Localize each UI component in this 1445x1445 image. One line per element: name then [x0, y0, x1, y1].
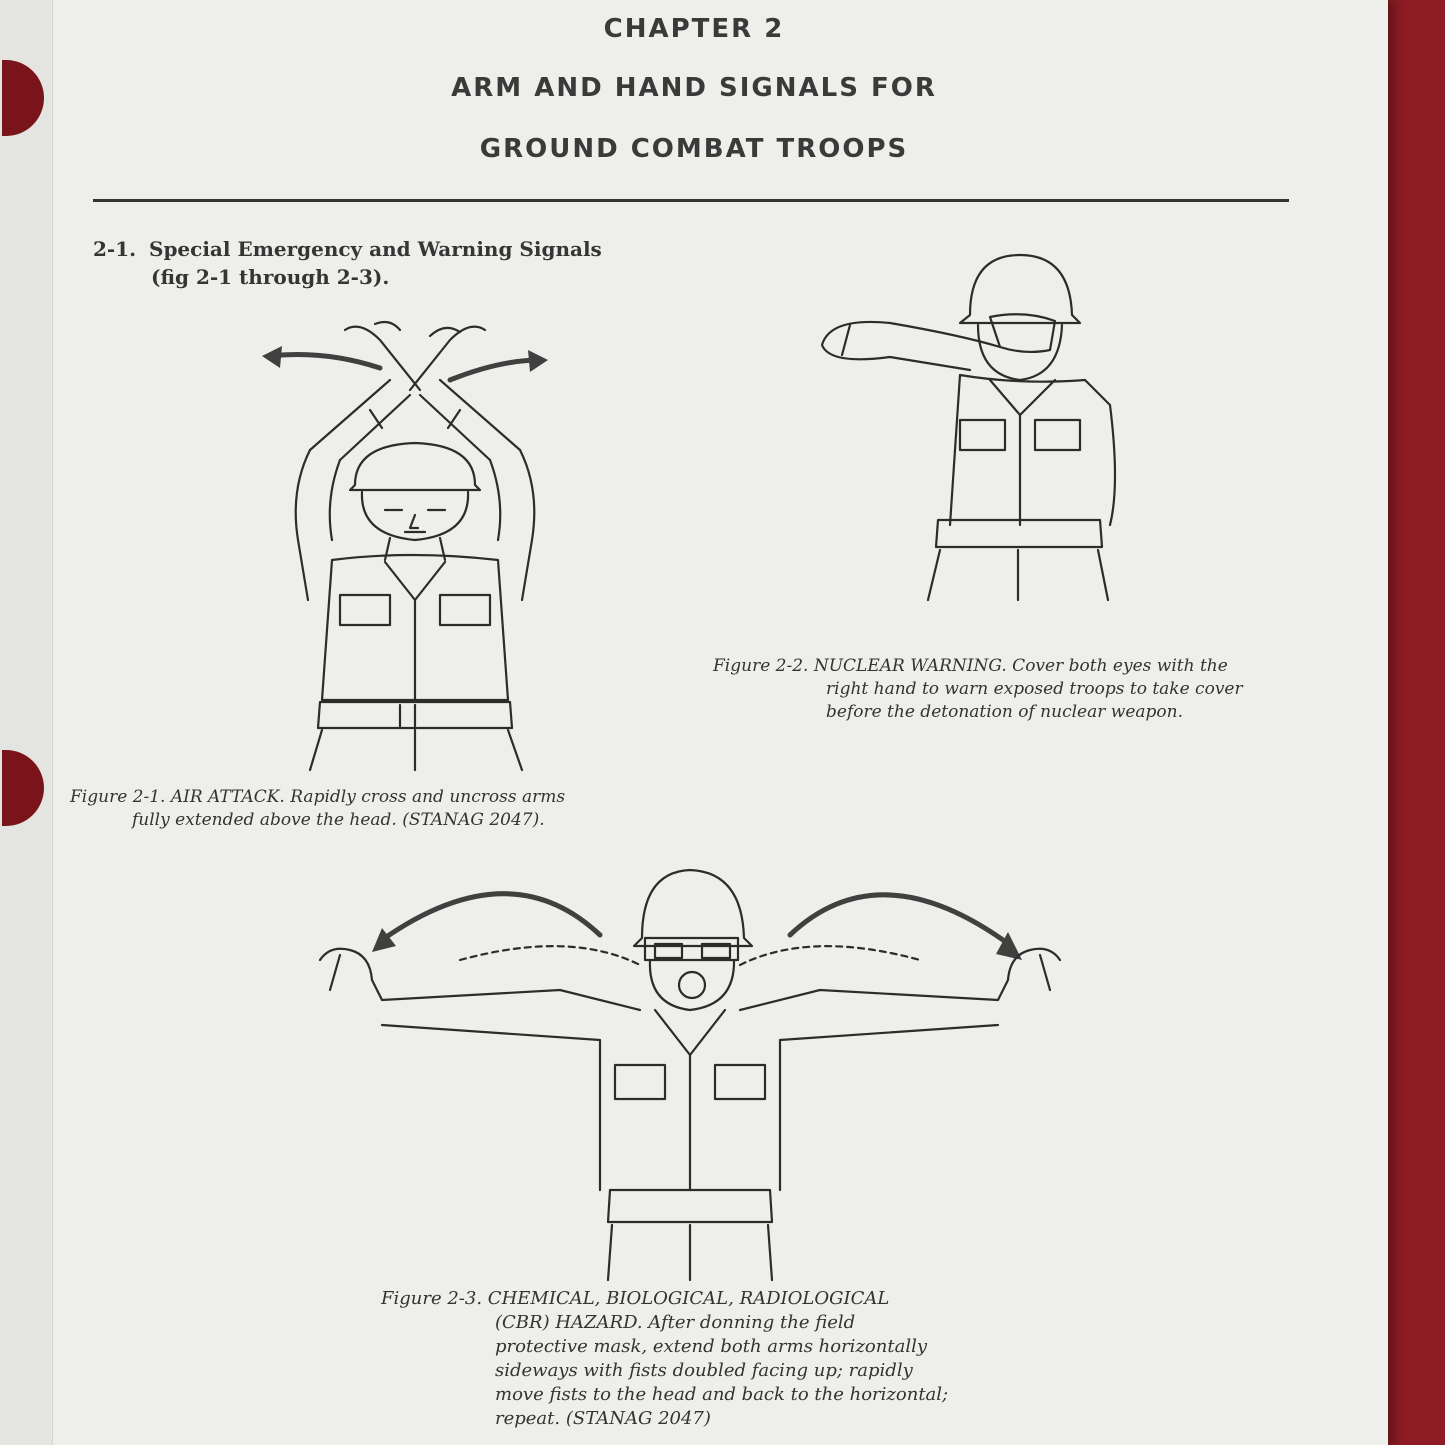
punch-hole: [2, 750, 44, 826]
caption-line: fully extended above the head. (STANAG 2047).: [132, 810, 545, 830]
section-title-line1: Special Emergency and Warning Signals: [149, 237, 602, 261]
caption-line: move fists to the head and back to the horizontal;: [495, 1384, 949, 1405]
figure-2-1-caption: [70, 786, 660, 832]
figure-label: Figure 2-3.: [381, 1288, 483, 1309]
figure-label: Figure 2-2.: [713, 656, 809, 676]
heading-rule: [93, 199, 1289, 202]
caption-line: right hand to warn exposed troops to take cover: [826, 679, 1243, 699]
figure-2-1-illustration: [250, 310, 570, 770]
caption-line: NUCLEAR WARNING. Cover both eyes with the: [813, 656, 1228, 676]
figure-2-3-illustration: [310, 860, 1070, 1280]
chapter-title-line2: GROUND COMBAT TROOPS: [479, 134, 909, 164]
section-title-line2: (fig 2-1 through 2-3).: [151, 265, 390, 289]
caption-line: before the detonation of nuclear weapon.: [826, 702, 1183, 722]
figure-2-3-caption: [381, 1287, 1001, 1431]
caption-line: (CBR) HAZARD. After donning the field: [495, 1312, 856, 1333]
figure-label: Figure 2-1.: [70, 787, 166, 807]
section-heading: [93, 235, 663, 291]
caption-line: repeat. (STANAG 2047): [495, 1408, 711, 1429]
chapter-title-line1: ARM AND HAND SIGNALS FOR: [451, 73, 937, 103]
section-number: 2-1.: [93, 237, 137, 261]
caption-line: protective mask, extend both arms horizontally: [495, 1336, 927, 1357]
figure-2-2-illustration: [810, 255, 1130, 615]
binding-edge: [0, 0, 53, 1445]
chapter-number: CHAPTER 2: [603, 14, 785, 44]
caption-line: sideways with fists doubled facing up; rapidly: [495, 1360, 913, 1381]
caption-line: AIR ATTACK. Rapidly cross and uncross arms: [170, 787, 566, 807]
caption-line: CHEMICAL, BIOLOGICAL, RADIOLOGICAL: [487, 1288, 890, 1309]
figure-2-2-caption: [713, 655, 1313, 724]
